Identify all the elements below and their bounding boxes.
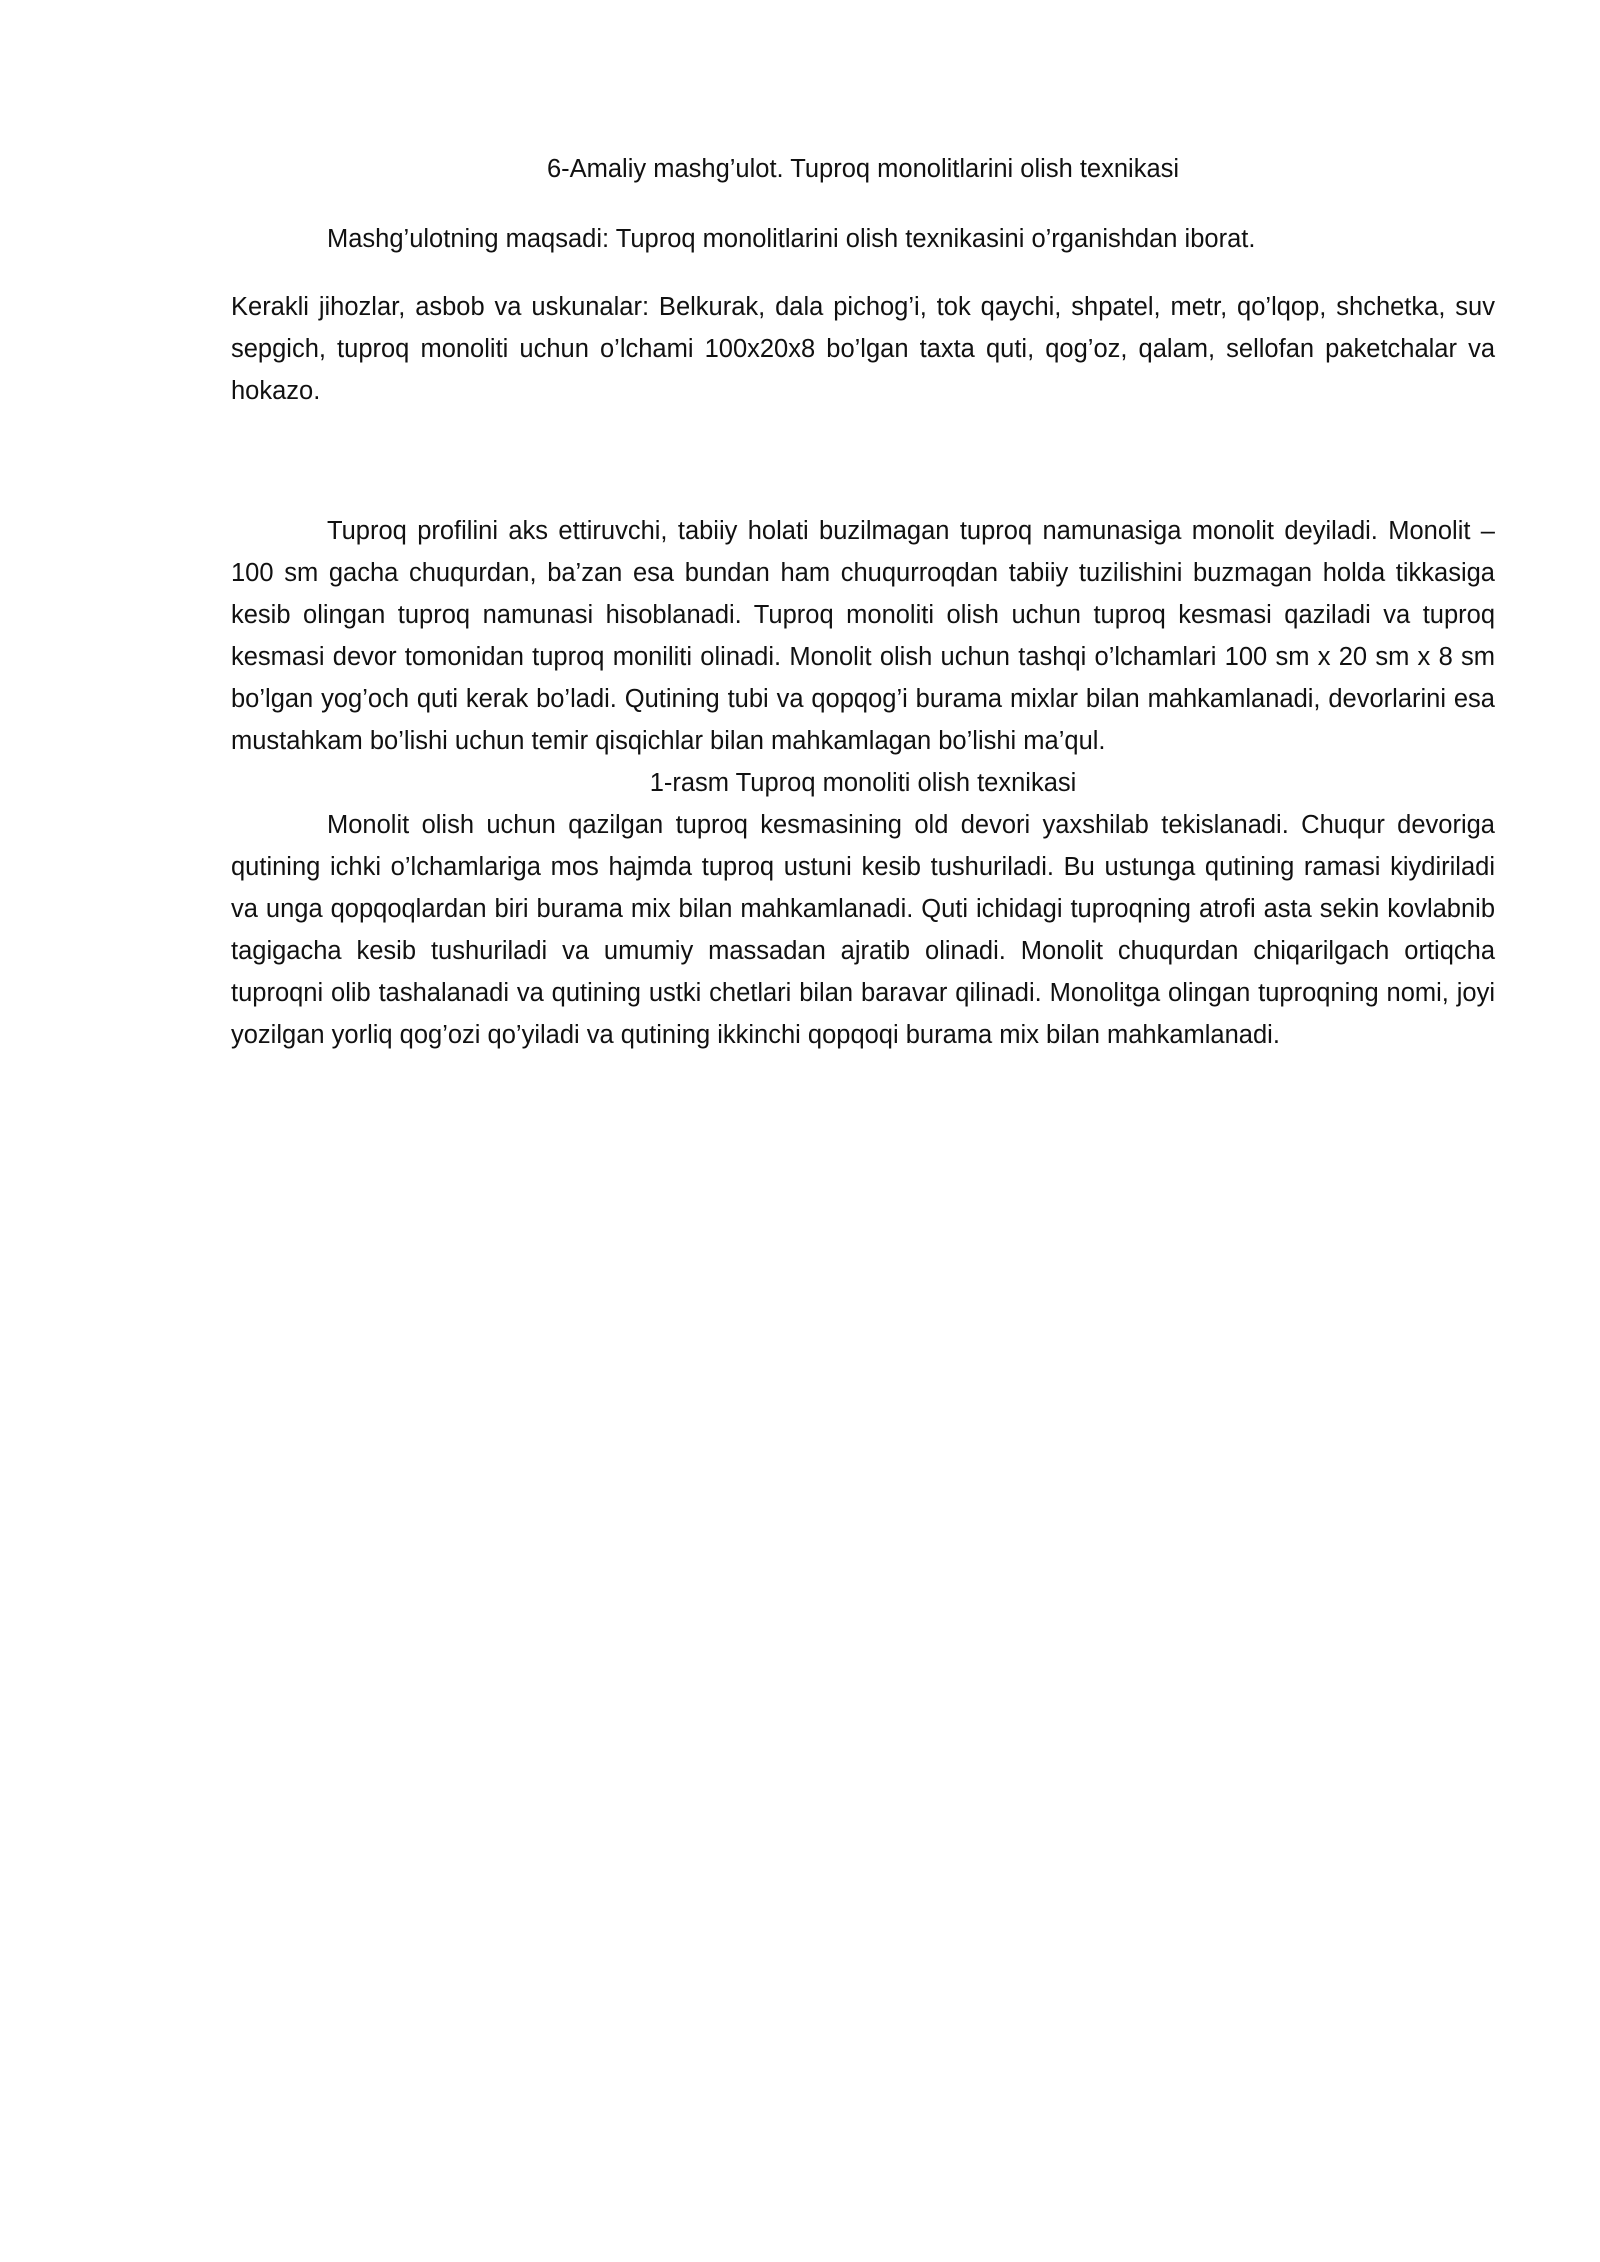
figure-caption: 1-rasm Tuproq monoliti olish texnikasi <box>649 769 1077 797</box>
document-body <box>231 148 1495 1056</box>
monolith-definition-paragraph: Tuproq profilini aks ettiruvchi, tabiiy holati buzilmagan tuproq namunasiga monolit deyiladi. Monolit – 100 sm gacha chuqurdan, ba’zan esa bundan ham chuqurroqdan tabiiy tuzilishini buzmagan holda tikkasiga kesib olingan tuproq namunasi hisoblanadi. Tuproq monoliti olish uchun tuproq kesmasi qaziladi va tuproq kesmasi devor tomonidan tuproq moniliti olinadi. Monolit olish uchun tashqi o’lchamlari 100 sm x 20 sm x 8 sm bo’lgan yog’och quti kerak bo’ladi. Qutining tubi va qopqog’i burama mixlar bilan mahkamlanadi, devorlarini esa mustahkam bo’lishi uchun temir qisqichlar bilan mahkamlagan bo’lishi ma’qul. <box>231 517 1495 755</box>
equipment-paragraph: Kerakli jihozlar, asbob va uskunalar: Belkurak, dala pichog’i, tok qaychi, shpatel, metr, qo’lqop, shchetka, suv sepgich, tuproq monoliti uchun o’lchami 100x20x8 bo’lgan taxta quti, qog’oz, qalam, sellofan paketchalar va hokazo. <box>231 293 1495 405</box>
document-title: 6-Amaliy mashg’ulot. Tuproq monolitlarini olish texnikasi <box>546 155 1180 183</box>
monolith-procedure-paragraph: Monolit olish uchun qazilgan tuproq kesmasining old devori yaxshilab tekislanadi. Chuqur devoriga qutining ichki o’lchamlariga mos hajmda tuproq ustuni kesib tushuriladi. Bu ustunga qutining ramasi kiydiriladi va unga qopqoqlardan biri burama mix bilan mahkamlanadi. Quti ichidagi tuproqning atrofi asta sekin kovlabnib tagigacha kesib tushuriladi va umumiy massadan ajratib olinadi. Monolit chuqurdan chiqarilgach ortiqcha tuproqni olib tashalanadi va qutining ustki chetlari bilan baravar qilinadi. Monolitga olingan tuproqning nomi, joyi yozilgan yorliq qog’ozi qo’yiladi va qutining ikkinchi qopqoqi burama mix bilan mahkamlanadi. <box>231 811 1495 1049</box>
goal-paragraph: Mashg’ulotning maqsadi: Tuproq monolitlarini olish texnikasini o’rganishdan iborat. <box>327 225 1256 253</box>
